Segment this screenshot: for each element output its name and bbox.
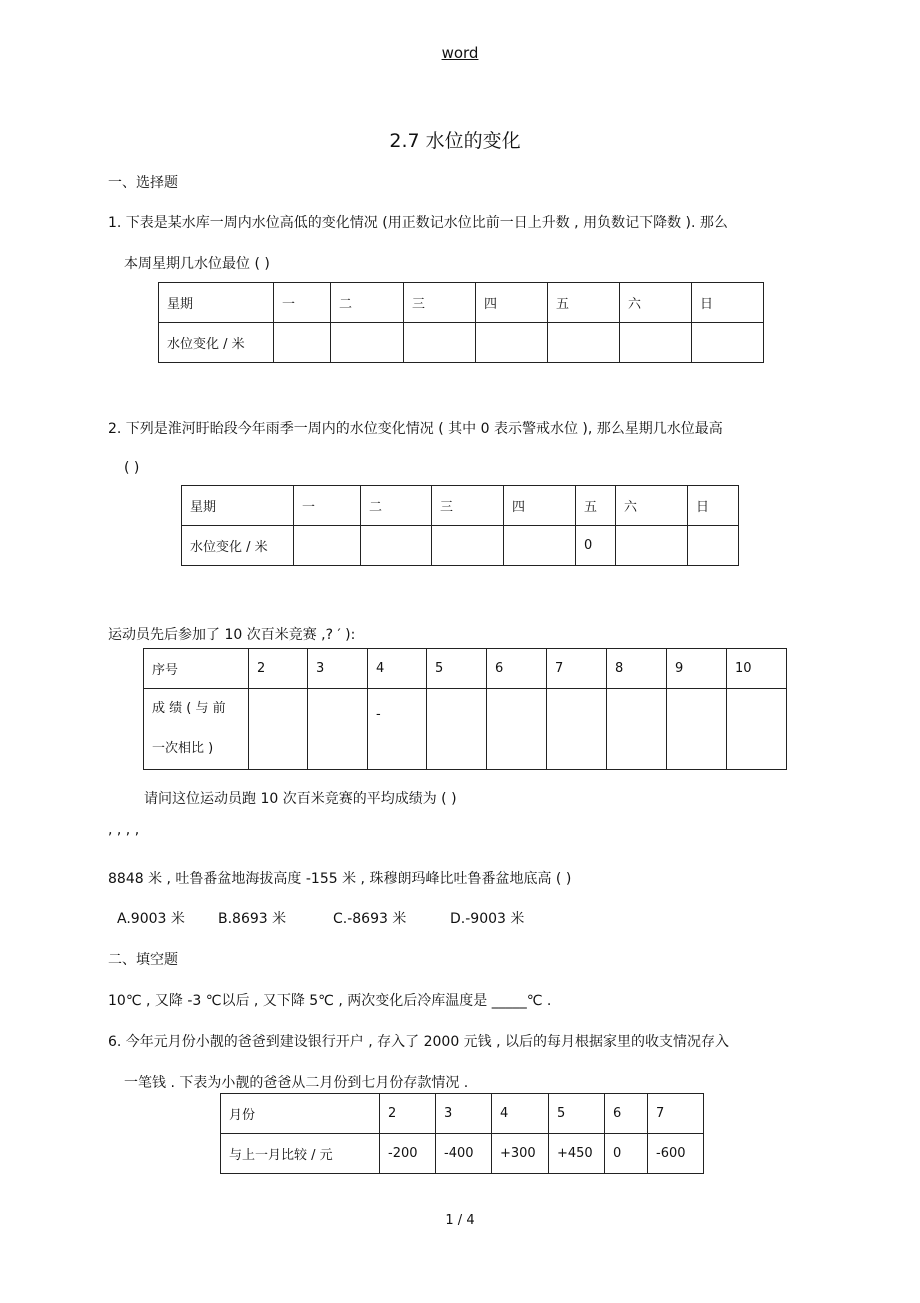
q1-line1: 1. 下表是某水库一周内水位高低的变化情况 (用正数记水位比前一日上升数 , 用负数记下降数 ). 那么 xyxy=(108,215,728,231)
q2-value-cell xyxy=(294,526,361,566)
q2-row-label-change: 水位变化 / 米 xyxy=(182,526,294,566)
q3-number: 10 xyxy=(727,649,787,689)
q6-value-cell: -400 xyxy=(436,1134,492,1174)
q3-intro: 运动员先后参加了 10 次百米竞赛 ,? ′ ): xyxy=(108,627,356,643)
page-header xyxy=(0,44,920,62)
q6-row-label-month: 月份 xyxy=(221,1094,380,1134)
q3-number: 5 xyxy=(427,649,487,689)
q6-month: 5 xyxy=(549,1094,605,1134)
q3-value-cell xyxy=(427,689,487,770)
q6-month: 3 xyxy=(436,1094,492,1134)
q3-value-cell: - xyxy=(368,689,427,770)
q2-day: 五 xyxy=(576,486,616,526)
q3-number: 8 xyxy=(607,649,667,689)
q3-row-label-result-line2: 一次相比 ) xyxy=(152,741,214,756)
q3-value-cell xyxy=(308,689,368,770)
q1-value-cell xyxy=(331,323,404,363)
q3-number: 9 xyxy=(667,649,727,689)
q1-day: 二 xyxy=(331,283,404,323)
q1-day: 日 xyxy=(692,283,764,323)
q1-day: 三 xyxy=(404,283,476,323)
q3-value-cell xyxy=(547,689,607,770)
q6-month: 7 xyxy=(648,1094,704,1134)
q1-value-cell xyxy=(692,323,764,363)
q3-table xyxy=(143,648,787,770)
q1-value-cell xyxy=(274,323,331,363)
q6-line1: 6. 今年元月份小靓的爸爸到建设银行开户 , 存入了 2000 元钱 , 以后的每月根据家里的收支情况存入 xyxy=(108,1034,730,1050)
q2-value-cell xyxy=(432,526,504,566)
q1-row-label-weekday: 星期 xyxy=(159,283,274,323)
q3-row-label-result-line1: 成 绩 ( 与 前 xyxy=(152,701,226,716)
header-text: word xyxy=(441,44,479,62)
q4-option-d: D.-9003 米 xyxy=(450,911,525,927)
q2-value-cell xyxy=(504,526,576,566)
page-title: 2.7 水位的变化 xyxy=(389,130,521,152)
q2-value-cell: 0 xyxy=(576,526,616,566)
q3-row-label-number: 序号 xyxy=(144,649,249,689)
q4-line: 8848 米 , 吐鲁番盆地海拔高度 -155 米 , 珠穆朗玛峰比吐鲁番盆地底高 ( ) xyxy=(108,871,572,887)
q1-day: 四 xyxy=(476,283,548,323)
q3-value-cell xyxy=(727,689,787,770)
q1-value-cell xyxy=(620,323,692,363)
q6-value-cell: 0 xyxy=(605,1134,648,1174)
q2-value-cell xyxy=(616,526,688,566)
q1-value-cell xyxy=(548,323,620,363)
q3-number: 6 xyxy=(487,649,547,689)
q2-day: 六 xyxy=(616,486,688,526)
q3-marks: , , , , xyxy=(108,822,140,838)
q2-day: 日 xyxy=(688,486,739,526)
q1-value-cell xyxy=(476,323,548,363)
q1-row-label-change: 水位变化 / 米 xyxy=(159,323,274,363)
q6-month: 2 xyxy=(380,1094,436,1134)
q1-table xyxy=(158,282,764,363)
q3-question: 请问这位运动员跑 10 次百米竞赛的平均成绩为 ( ) xyxy=(144,791,457,807)
q2-day: 二 xyxy=(361,486,432,526)
q6-month: 4 xyxy=(492,1094,549,1134)
q4-option-a: A.9003 米 xyxy=(117,911,185,927)
q5-line: 10℃ , 又降 -3 ℃以后 , 又下降 5℃ , 两次变化后冷库温度是 _____℃ . xyxy=(108,993,552,1009)
q3-number: 3 xyxy=(308,649,368,689)
q6-value-cell: -600 xyxy=(648,1134,704,1174)
q2-line1: 2. 下列是淮河盱眙段今年雨季一周内的水位变化情况 ( 其中 0 表示警戒水位 ), 那么星期几水位最高 xyxy=(108,421,723,437)
q1-value-cell xyxy=(404,323,476,363)
q3-value-cell xyxy=(667,689,727,770)
q6-value-cell: +300 xyxy=(492,1134,549,1174)
q6-row-label-compare: 与上一月比较 / 元 xyxy=(221,1134,380,1174)
q3-number: 4 xyxy=(368,649,427,689)
q2-row-label-weekday: 星期 xyxy=(182,486,294,526)
q2-day: 四 xyxy=(504,486,576,526)
section-choice-heading: 一、选择题 xyxy=(108,175,178,191)
q2-line2: ( ) xyxy=(124,460,140,476)
q4-option-c: C.-8693 米 xyxy=(333,911,407,927)
q2-value-cell xyxy=(361,526,432,566)
q1-day: 六 xyxy=(620,283,692,323)
q6-table xyxy=(220,1093,704,1174)
q1-day: 五 xyxy=(548,283,620,323)
q2-day: 三 xyxy=(432,486,504,526)
q3-value-cell xyxy=(607,689,667,770)
q6-value-cell: +450 xyxy=(549,1134,605,1174)
q1-day: 一 xyxy=(274,283,331,323)
q3-value-cell xyxy=(487,689,547,770)
q3-value-cell xyxy=(249,689,308,770)
q3-number: 7 xyxy=(547,649,607,689)
q3-number: 2 xyxy=(249,649,308,689)
page-number: 1 / 4 xyxy=(445,1213,475,1228)
q3-row-label-result xyxy=(144,689,249,770)
q6-line2: 一笔钱 . 下表为小靓的爸爸从二月份到七月份存款情况 . xyxy=(124,1075,469,1091)
section-fill-heading: 二、填空题 xyxy=(108,952,178,968)
q1-line2: 本周星期几水位最位 ( ) xyxy=(124,256,270,272)
q2-day: 一 xyxy=(294,486,361,526)
q2-table xyxy=(181,485,739,566)
q6-value-cell: -200 xyxy=(380,1134,436,1174)
q2-value-cell xyxy=(688,526,739,566)
q4-option-b: B.8693 米 xyxy=(218,911,287,927)
q6-month: 6 xyxy=(605,1094,648,1134)
